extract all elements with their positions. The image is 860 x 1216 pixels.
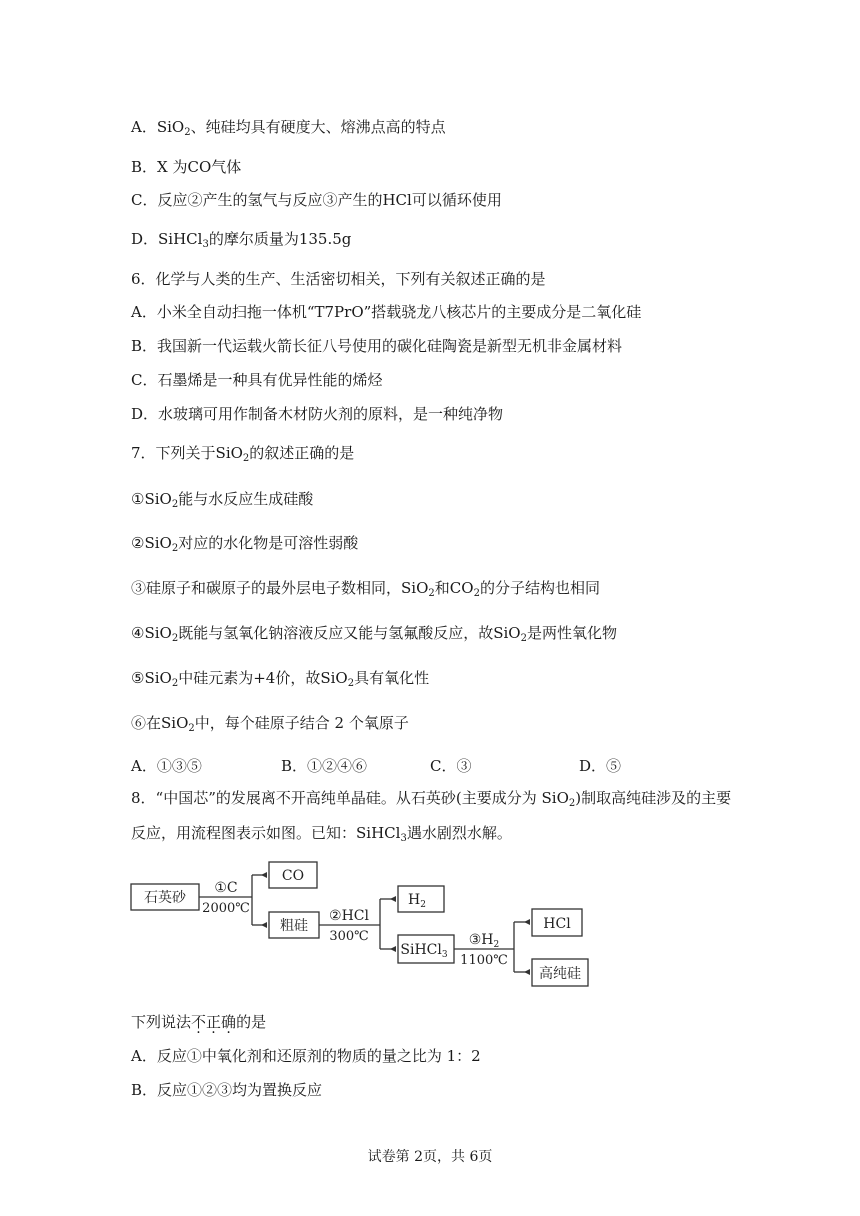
q6-option-b: B．我国新一代运载火箭长征八号使用的碳化硅陶瓷是新型无机非金属材料 <box>131 337 623 355</box>
label-temp1: 2000℃ <box>202 901 250 916</box>
q7-option-c: C．③ <box>430 757 472 775</box>
q5-option-a: A．SiO$_2$、纯硅均具有硬度大、熔沸点高的特点 <box>131 118 446 138</box>
label-sihcl: SiHCl$_3$ <box>400 942 448 960</box>
arrow-pure <box>524 969 530 975</box>
flow-diagram <box>128 856 598 991</box>
q7-statement-1: ①SiO$_2$能与水反应生成硅酸 <box>131 490 314 510</box>
label-crude: 粗硅 <box>280 918 308 934</box>
q6-option-a: A．小米全自动扫拖一体机“T7PrO”搭载骁龙八核芯片的主要成分是二氧化硅 <box>131 303 642 321</box>
label-temp2: 300℃ <box>329 929 369 944</box>
arrow-hcl <box>524 919 530 925</box>
page-footer: 试卷第 2页，共 6页 <box>367 1149 493 1165</box>
arrow-crude <box>261 922 267 928</box>
arrow-h2 <box>390 896 396 902</box>
q6-option-c: C．石墨烯是一种具有优异性能的烯烃 <box>131 371 383 389</box>
q7-statement-4: ④SiO$_2$既能与氢氧化钠溶液反应又能与氢氟酸反应，故SiO$_2$是两性氧化物 <box>131 624 617 644</box>
label-pure: 高纯硅 <box>539 966 581 982</box>
label-temp3: 1100℃ <box>460 953 508 968</box>
q7-options <box>131 755 731 775</box>
q7-statement-2: ②SiO$_2$对应的水化物是可溶性弱酸 <box>131 534 359 554</box>
label-co: CO <box>281 868 305 884</box>
q5-option-d: D．SiHCl$_3$的摩尔质量为135.5g <box>131 230 352 250</box>
q7-statement-5: ⑤SiO$_2$中硅元素为+4价，故SiO$_2$具有氧化性 <box>131 669 430 689</box>
q6-stem: 6．化学与人类的生产、生活密切相关，下列有关叙述正确的是 <box>131 270 546 288</box>
q8-option-b: B．反应①②③均为置换反应 <box>131 1081 323 1099</box>
q7-statement-6: ⑥在SiO$_2$中，每个硅原子结合 2 个氧原子 <box>131 714 409 734</box>
q8-stem-line1: 8．“中国芯”的发展离不开高纯单晶硅。从石英砂(主要成分为 SiO$_2$)制取高纯硅涉及的主要 <box>131 789 732 809</box>
q7-option-b: B．①②④⑥ <box>281 757 368 775</box>
q7-stem: 7．下列关于SiO$_2$的叙述正确的是 <box>131 444 355 464</box>
arrow-co <box>261 872 267 878</box>
q5-option-b: B．X 为CO气体 <box>131 158 242 176</box>
q6-option-d: D．水玻璃可用作制备木材防火剂的原料，是一种纯净物 <box>131 405 504 423</box>
label-step3: $③H_2$ <box>468 932 500 950</box>
arrow-sihcl <box>390 946 396 952</box>
q8-option-a: A．反应①中氧化剂和还原剂的物质的量之比为 1：2 <box>131 1047 481 1065</box>
q8-ask: 下列说法不正确的是 <box>131 1013 267 1031</box>
label-quartz: 石英砂 <box>144 890 186 906</box>
q5-option-c: C．反应②产生的氢气与反应③产生的HCl可以循环使用 <box>131 191 502 209</box>
label-hcl: HCl <box>543 916 571 932</box>
label-step1: ①C <box>214 880 238 896</box>
q7-option-a: A．①③⑤ <box>131 757 202 775</box>
label-h2: $H_2$ <box>408 892 426 910</box>
q7-statement-3: ③硅原子和碳原子的最外层电子数相同，SiO$_2$和$CO_2$的分子结构也相同 <box>131 579 600 599</box>
q7-option-d: D．⑤ <box>579 757 622 775</box>
q8-stem-line2: 反应，用流程图表示如图。已知：SiHCl$_3$遇水剧烈水解。 <box>131 824 512 844</box>
label-step2: ②HCl <box>329 908 369 924</box>
